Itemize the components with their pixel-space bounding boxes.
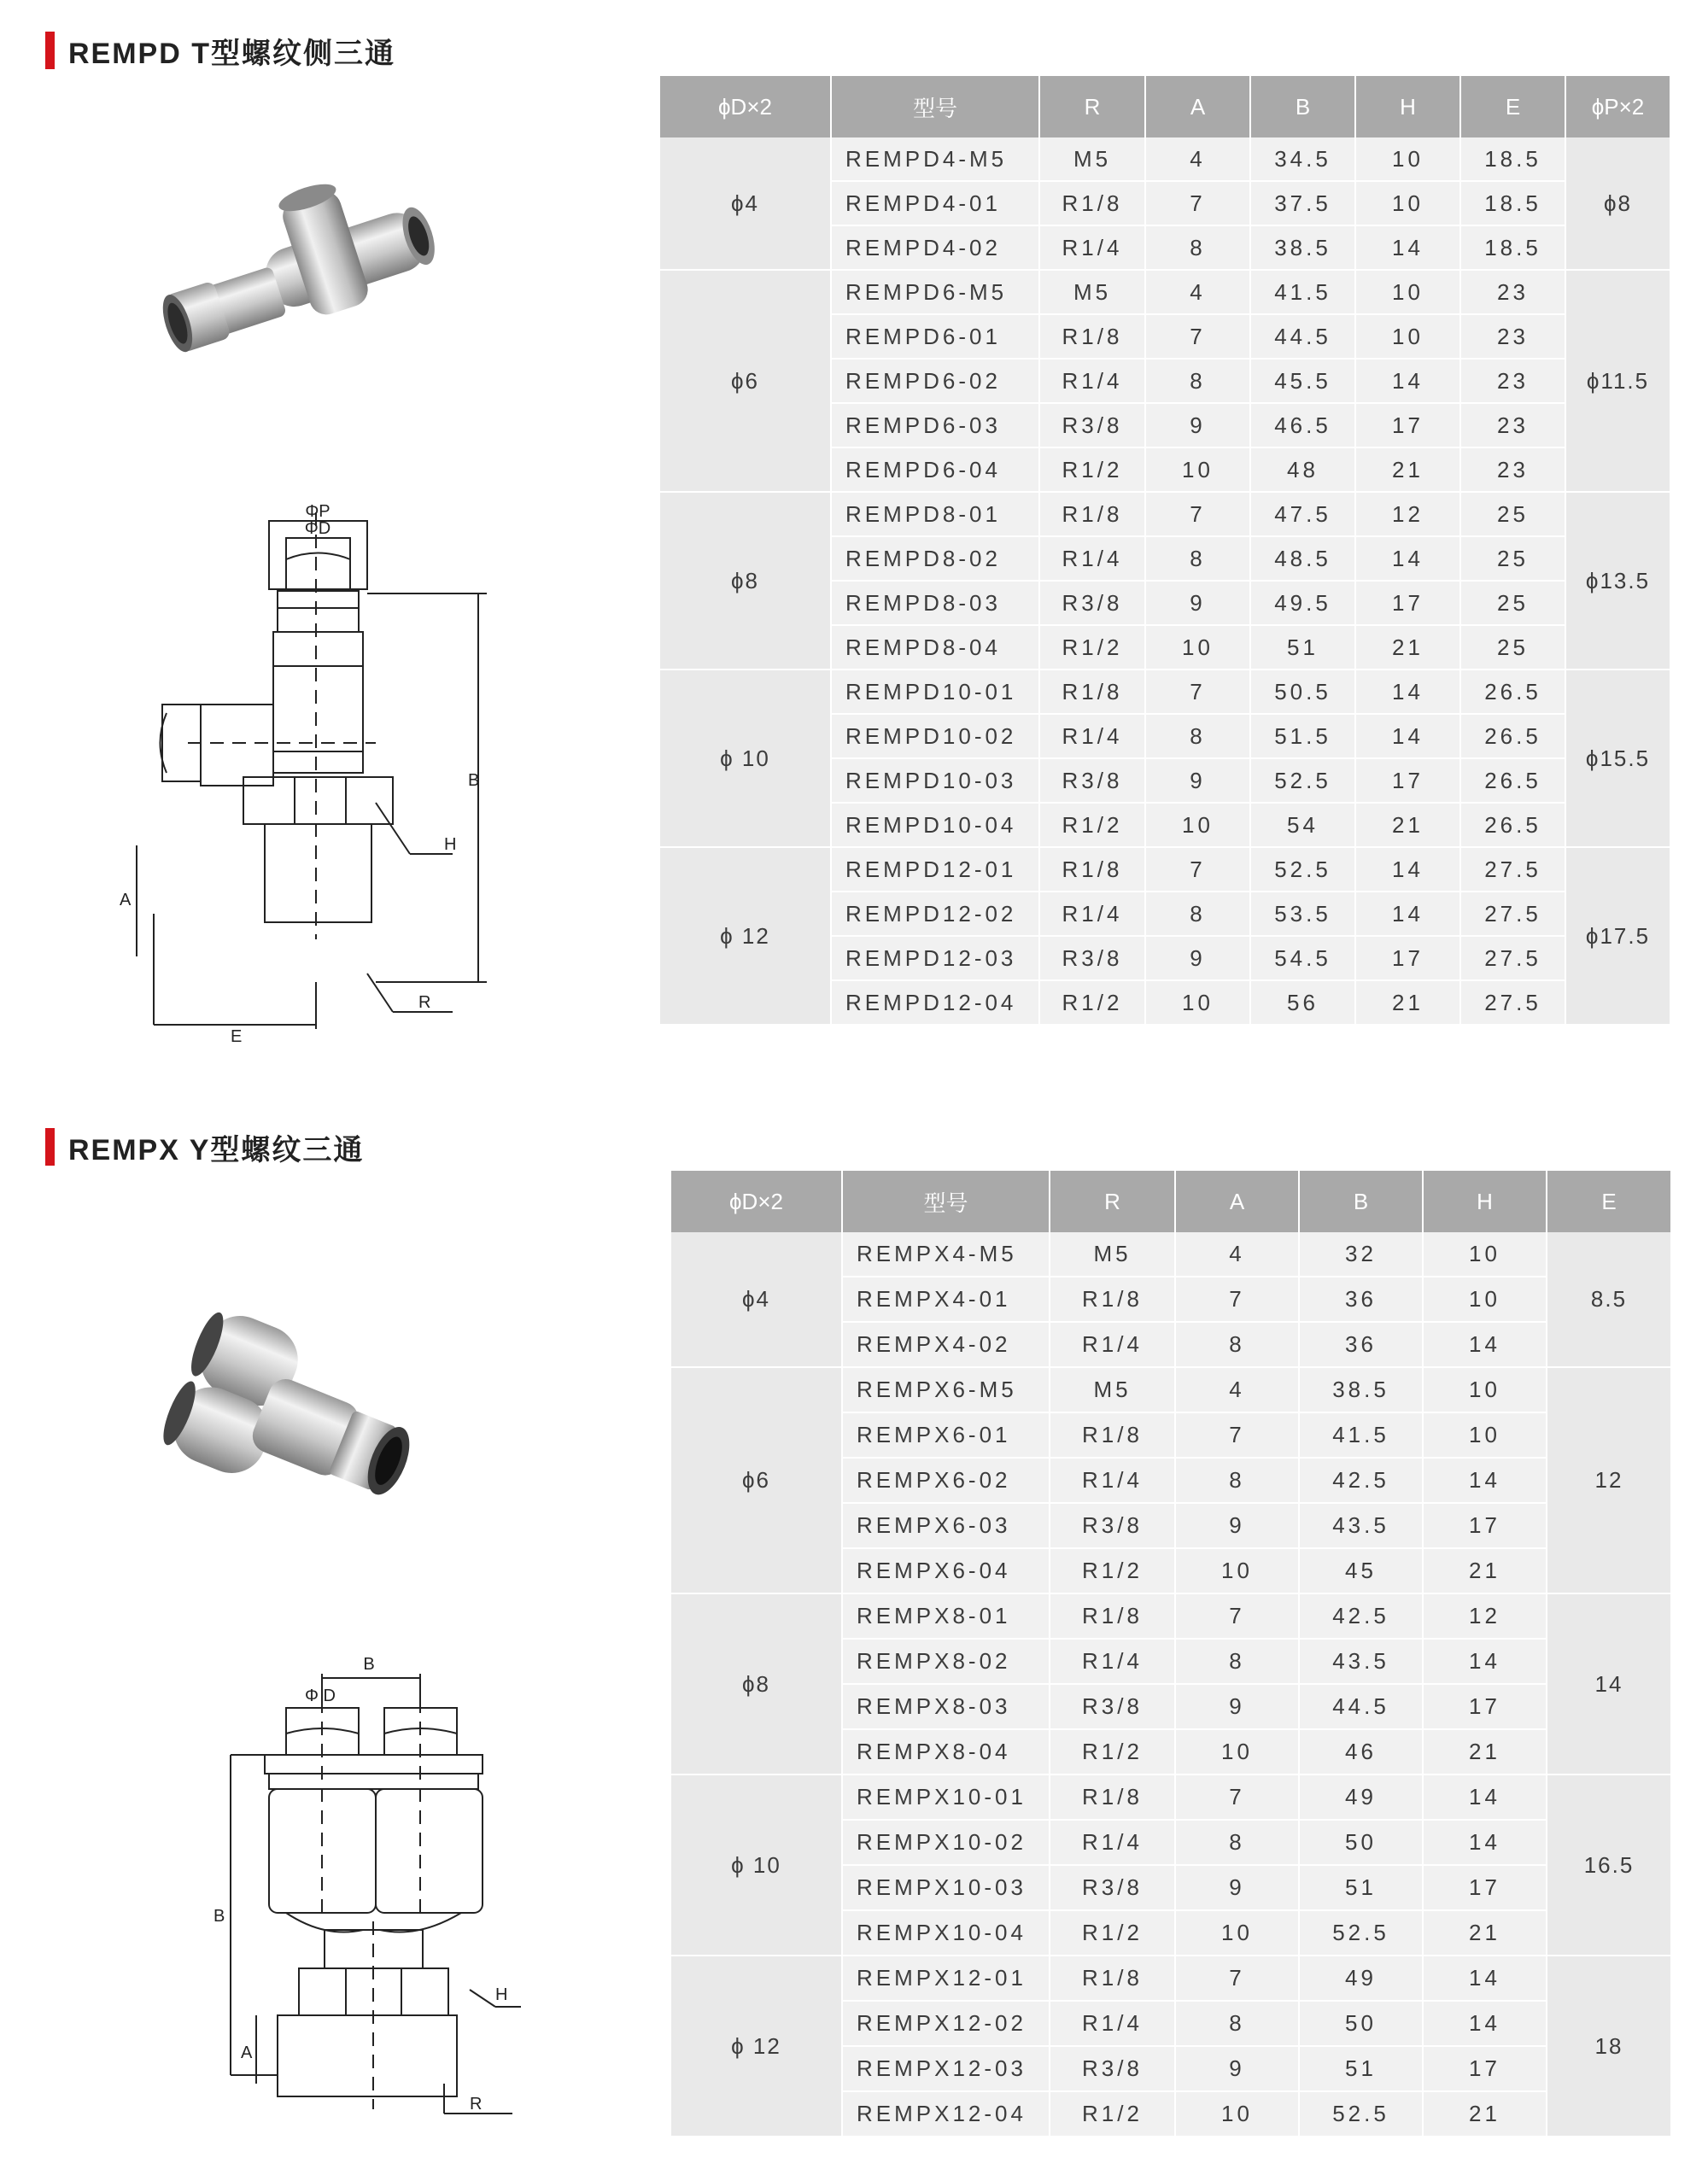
diameter-cell: ϕ8	[671, 1593, 842, 1774]
e-cell: 23	[1460, 447, 1565, 492]
e-cell: 23	[1460, 359, 1565, 403]
title-accent-bar	[45, 1128, 55, 1166]
r-cell: R1/2	[1039, 447, 1145, 492]
model-cell: REMPD8-02	[831, 536, 1039, 581]
a-cell: 9	[1175, 2046, 1299, 2091]
h-cell: 14	[1355, 359, 1460, 403]
model-cell: REMPD6-04	[831, 447, 1039, 492]
r-cell: R3/8	[1050, 2046, 1175, 2091]
table-row	[660, 669, 1670, 714]
model-cell: REMPX8-03	[842, 1684, 1050, 1729]
a-cell: 10	[1175, 1548, 1299, 1593]
b-cell: 48	[1250, 447, 1355, 492]
b-cell: 43.5	[1299, 1503, 1423, 1548]
a-cell: 9	[1145, 403, 1250, 447]
diameter-cell: ϕ 12	[671, 1956, 842, 2137]
b-cell: 42.5	[1299, 1593, 1423, 1639]
r-cell: R3/8	[1039, 936, 1145, 980]
e-cell: 12	[1547, 1367, 1670, 1593]
section-title-rempd	[45, 32, 395, 69]
h-cell: 14	[1355, 669, 1460, 714]
r-cell: R1/2	[1050, 1910, 1175, 1956]
model-cell: REMPX12-03	[842, 2046, 1050, 2091]
e-cell: 18.5	[1460, 137, 1565, 181]
column-header: 型号	[842, 1171, 1050, 1232]
h-cell: 21	[1423, 1548, 1547, 1593]
column-header: B	[1250, 76, 1355, 137]
model-cell: REMPD12-02	[831, 892, 1039, 936]
model-cell: REMPX6-01	[842, 1412, 1050, 1458]
dim-label-a: A	[120, 891, 132, 909]
b-cell: 44.5	[1299, 1684, 1423, 1729]
model-cell: REMPX6-M5	[842, 1367, 1050, 1412]
model-cell: REMPX6-04	[842, 1548, 1050, 1593]
model-cell: REMPD6-02	[831, 359, 1039, 403]
column-header: A	[1145, 76, 1250, 137]
a-cell: 8	[1145, 225, 1250, 270]
b-cell: 50.5	[1250, 669, 1355, 714]
h-cell: 14	[1355, 847, 1460, 892]
column-header: ϕD×2	[671, 1171, 842, 1232]
r-cell: R1/2	[1039, 980, 1145, 1025]
table-row	[660, 137, 1670, 181]
b-cell: 51.5	[1250, 714, 1355, 758]
b-cell: 34.5	[1250, 137, 1355, 181]
h-cell: 12	[1423, 1593, 1547, 1639]
a-cell: 7	[1145, 847, 1250, 892]
product-photo-rempx	[128, 1307, 453, 1554]
a-cell: 10	[1145, 625, 1250, 669]
h-cell: 10	[1423, 1412, 1547, 1458]
h-cell: 10	[1423, 1232, 1547, 1277]
table-row	[671, 1774, 1670, 1820]
spec-table-rempd	[660, 76, 1670, 1026]
b-cell: 52.5	[1250, 758, 1355, 803]
model-cell: REMPD10-04	[831, 803, 1039, 847]
a-cell: 9	[1175, 1865, 1299, 1910]
a-cell: 10	[1145, 803, 1250, 847]
r-cell: R1/8	[1039, 492, 1145, 536]
model-cell: REMPX6-02	[842, 1458, 1050, 1503]
a-cell: 4	[1145, 137, 1250, 181]
r-cell: R1/2	[1050, 1548, 1175, 1593]
model-cell: REMPX6-03	[842, 1503, 1050, 1548]
section-title-text: REMPD T型螺纹侧三通	[68, 37, 395, 70]
h-cell: 10	[1355, 270, 1460, 314]
r-cell: R1/8	[1039, 669, 1145, 714]
h-cell: 21	[1423, 1729, 1547, 1774]
h-cell: 14	[1423, 2001, 1547, 2046]
e-cell: 26.5	[1460, 714, 1565, 758]
a-cell: 8	[1175, 1322, 1299, 1367]
a-cell: 7	[1175, 1593, 1299, 1639]
h-cell: 10	[1423, 1277, 1547, 1322]
r-cell: M5	[1050, 1232, 1175, 1277]
diameter-cell: ϕ6	[671, 1367, 842, 1593]
h-cell: 14	[1423, 1639, 1547, 1684]
b-cell: 56	[1250, 980, 1355, 1025]
b-cell: 51	[1250, 625, 1355, 669]
dim-label-e: E	[231, 1027, 243, 1042]
r-cell: R1/4	[1039, 892, 1145, 936]
diameter-cell: ϕ8	[660, 492, 831, 669]
p-diameter-cell: ϕ15.5	[1565, 669, 1670, 847]
r-cell: R3/8	[1050, 1684, 1175, 1729]
b-cell: 46.5	[1250, 403, 1355, 447]
section-title-rempx	[45, 1128, 364, 1166]
table-row	[671, 1232, 1670, 1277]
b-cell: 41.5	[1299, 1412, 1423, 1458]
b-cell: 32	[1299, 1232, 1423, 1277]
p-diameter-cell: ϕ11.5	[1565, 270, 1670, 492]
e-cell: 8.5	[1547, 1232, 1670, 1367]
model-cell: REMPD4-M5	[831, 137, 1039, 181]
p-diameter-cell: ϕ13.5	[1565, 492, 1670, 669]
b-cell: 45.5	[1250, 359, 1355, 403]
e-cell: 18.5	[1460, 181, 1565, 225]
model-cell: REMPD4-02	[831, 225, 1039, 270]
r-cell: R1/2	[1039, 803, 1145, 847]
dim-label-h: H	[495, 1985, 508, 2004]
r-cell: R1/4	[1050, 1639, 1175, 1684]
b-cell: 37.5	[1250, 181, 1355, 225]
model-cell: REMPX10-04	[842, 1910, 1050, 1956]
model-cell: REMPD8-04	[831, 625, 1039, 669]
b-cell: 38.5	[1299, 1367, 1423, 1412]
h-cell: 14	[1423, 1458, 1547, 1503]
h-cell: 21	[1423, 1910, 1547, 1956]
b-cell: 54	[1250, 803, 1355, 847]
h-cell: 14	[1355, 714, 1460, 758]
table-row	[660, 847, 1670, 892]
r-cell: R1/8	[1050, 1277, 1175, 1322]
r-cell: M5	[1039, 137, 1145, 181]
b-cell: 52.5	[1250, 847, 1355, 892]
r-cell: R1/8	[1039, 181, 1145, 225]
a-cell: 4	[1175, 1232, 1299, 1277]
e-cell: 23	[1460, 403, 1565, 447]
table-row	[671, 1367, 1670, 1412]
a-cell: 10	[1145, 980, 1250, 1025]
column-header: R	[1050, 1171, 1175, 1232]
h-cell: 10	[1355, 137, 1460, 181]
diameter-cell: ϕ4	[660, 137, 831, 270]
column-header: R	[1039, 76, 1145, 137]
column-header: ϕD×2	[660, 76, 831, 137]
model-cell: REMPX4-01	[842, 1277, 1050, 1322]
diameter-cell: ϕ 12	[660, 847, 831, 1025]
table-row	[660, 492, 1670, 536]
h-cell: 17	[1355, 403, 1460, 447]
b-cell: 50	[1299, 2001, 1423, 2046]
r-cell: R3/8	[1050, 1503, 1175, 1548]
dim-label-r: R	[470, 2095, 483, 2114]
a-cell: 9	[1145, 581, 1250, 625]
p-diameter-cell: ϕ8	[1565, 137, 1670, 270]
section-title-text: REMPX Y型螺纹三通	[68, 1133, 365, 1166]
h-cell: 14	[1423, 1322, 1547, 1367]
model-cell: REMPX10-03	[842, 1865, 1050, 1910]
a-cell: 8	[1175, 1820, 1299, 1865]
e-cell: 18.5	[1460, 225, 1565, 270]
r-cell: R1/4	[1039, 359, 1145, 403]
model-cell: REMPD8-01	[831, 492, 1039, 536]
dim-label-a: A	[241, 2043, 253, 2062]
column-header: H	[1423, 1171, 1547, 1232]
b-cell: 41.5	[1250, 270, 1355, 314]
technical-drawing-rempx	[205, 1648, 529, 2126]
column-header: 型号	[831, 76, 1039, 137]
dim-label-b-height: B	[214, 1907, 225, 1926]
h-cell: 17	[1355, 758, 1460, 803]
diameter-cell: ϕ 10	[671, 1774, 842, 1956]
a-cell: 7	[1145, 669, 1250, 714]
column-header: B	[1299, 1171, 1423, 1232]
e-cell: 14	[1547, 1593, 1670, 1774]
a-cell: 4	[1175, 1367, 1299, 1412]
e-cell: 27.5	[1460, 892, 1565, 936]
r-cell: M5	[1039, 270, 1145, 314]
h-cell: 14	[1423, 1774, 1547, 1820]
model-cell: REMPD12-01	[831, 847, 1039, 892]
dim-label-d: Φ D	[305, 1687, 336, 1705]
column-header: E	[1460, 76, 1565, 137]
r-cell: R1/4	[1050, 1322, 1175, 1367]
a-cell: 7	[1175, 1774, 1299, 1820]
e-cell: 27.5	[1460, 847, 1565, 892]
h-cell: 17	[1423, 1865, 1547, 1910]
model-cell: REMPD6-01	[831, 314, 1039, 359]
h-cell: 21	[1355, 980, 1460, 1025]
r-cell: R1/8	[1039, 314, 1145, 359]
product-photo-rempd	[145, 184, 470, 406]
r-cell: R1/2	[1050, 1729, 1175, 1774]
h-cell: 17	[1355, 936, 1460, 980]
a-cell: 4	[1145, 270, 1250, 314]
a-cell: 9	[1145, 758, 1250, 803]
dim-label-b: B	[468, 771, 480, 790]
e-cell: 25	[1460, 536, 1565, 581]
e-cell: 23	[1460, 314, 1565, 359]
e-cell: 26.5	[1460, 669, 1565, 714]
e-cell: 27.5	[1460, 980, 1565, 1025]
table-row	[671, 1956, 1670, 2001]
r-cell: R1/8	[1050, 1956, 1175, 2001]
model-cell: REMPD10-02	[831, 714, 1039, 758]
a-cell: 7	[1145, 181, 1250, 225]
a-cell: 8	[1175, 1639, 1299, 1684]
h-cell: 17	[1423, 1684, 1547, 1729]
r-cell: R1/2	[1039, 625, 1145, 669]
r-cell: R1/2	[1050, 2091, 1175, 2137]
e-cell: 26.5	[1460, 803, 1565, 847]
h-cell: 10	[1423, 1367, 1547, 1412]
b-cell: 51	[1299, 2046, 1423, 2091]
b-cell: 50	[1299, 1820, 1423, 1865]
b-cell: 52.5	[1299, 2091, 1423, 2137]
h-cell: 21	[1355, 447, 1460, 492]
model-cell: REMPD10-01	[831, 669, 1039, 714]
dim-label-b: B	[363, 1655, 375, 1674]
r-cell: R1/4	[1050, 1458, 1175, 1503]
h-cell: 21	[1423, 2091, 1547, 2137]
r-cell: R1/4	[1039, 225, 1145, 270]
h-cell: 21	[1355, 625, 1460, 669]
a-cell: 8	[1145, 359, 1250, 403]
p-diameter-cell: ϕ17.5	[1565, 847, 1670, 1025]
h-cell: 10	[1355, 181, 1460, 225]
b-cell: 42.5	[1299, 1458, 1423, 1503]
r-cell: R3/8	[1039, 758, 1145, 803]
h-cell: 10	[1355, 314, 1460, 359]
table-row	[660, 270, 1670, 314]
technical-drawing-rempd	[120, 495, 495, 1042]
r-cell: R1/4	[1050, 2001, 1175, 2046]
model-cell: REMPD4-01	[831, 181, 1039, 225]
diameter-cell: ϕ4	[671, 1232, 842, 1367]
b-cell: 36	[1299, 1322, 1423, 1367]
a-cell: 7	[1145, 492, 1250, 536]
r-cell: R1/8	[1050, 1412, 1175, 1458]
model-cell: REMPX4-M5	[842, 1232, 1050, 1277]
model-cell: REMPX10-01	[842, 1774, 1050, 1820]
column-header: H	[1355, 76, 1460, 137]
b-cell: 44.5	[1250, 314, 1355, 359]
b-cell: 43.5	[1299, 1639, 1423, 1684]
e-cell: 23	[1460, 270, 1565, 314]
e-cell: 25	[1460, 581, 1565, 625]
a-cell: 8	[1175, 2001, 1299, 2046]
r-cell: R3/8	[1039, 403, 1145, 447]
r-cell: M5	[1050, 1367, 1175, 1412]
h-cell: 21	[1355, 803, 1460, 847]
b-cell: 54.5	[1250, 936, 1355, 980]
diameter-cell: ϕ 10	[660, 669, 831, 847]
table-row	[671, 1593, 1670, 1639]
b-cell: 36	[1299, 1277, 1423, 1322]
e-cell: 25	[1460, 625, 1565, 669]
column-header: ϕP×2	[1565, 76, 1670, 137]
h-cell: 17	[1355, 581, 1460, 625]
b-cell: 49.5	[1250, 581, 1355, 625]
model-cell: REMPX10-02	[842, 1820, 1050, 1865]
a-cell: 9	[1175, 1684, 1299, 1729]
column-header: A	[1175, 1171, 1299, 1232]
e-cell: 16.5	[1547, 1774, 1670, 1956]
r-cell: R1/8	[1050, 1593, 1175, 1639]
a-cell: 7	[1175, 1956, 1299, 2001]
a-cell: 9	[1145, 936, 1250, 980]
b-cell: 53.5	[1250, 892, 1355, 936]
a-cell: 8	[1175, 1458, 1299, 1503]
model-cell: REMPD6-03	[831, 403, 1039, 447]
model-cell: REMPX4-02	[842, 1322, 1050, 1367]
model-cell: REMPX12-01	[842, 1956, 1050, 2001]
model-cell: REMPD10-03	[831, 758, 1039, 803]
e-cell: 27.5	[1460, 936, 1565, 980]
e-cell: 26.5	[1460, 758, 1565, 803]
a-cell: 7	[1145, 314, 1250, 359]
b-cell: 47.5	[1250, 492, 1355, 536]
a-cell: 10	[1175, 1910, 1299, 1956]
a-cell: 7	[1175, 1277, 1299, 1322]
a-cell: 8	[1145, 892, 1250, 936]
dim-label-d: ΦD	[304, 519, 331, 538]
r-cell: R3/8	[1039, 581, 1145, 625]
b-cell: 52.5	[1299, 1910, 1423, 1956]
b-cell: 48.5	[1250, 536, 1355, 581]
h-cell: 14	[1355, 892, 1460, 936]
r-cell: R1/4	[1050, 1820, 1175, 1865]
b-cell: 51	[1299, 1865, 1423, 1910]
model-cell: REMPD6-M5	[831, 270, 1039, 314]
column-header: E	[1547, 1171, 1670, 1232]
e-cell: 18	[1547, 1956, 1670, 2137]
a-cell: 8	[1145, 714, 1250, 758]
h-cell: 12	[1355, 492, 1460, 536]
model-cell: REMPX8-02	[842, 1639, 1050, 1684]
model-cell: REMPX12-04	[842, 2091, 1050, 2137]
spec-table-rempx	[671, 1171, 1670, 2137]
h-cell: 17	[1423, 1503, 1547, 1548]
model-cell: REMPX8-04	[842, 1729, 1050, 1774]
model-cell: REMPD8-03	[831, 581, 1039, 625]
r-cell: R1/8	[1039, 847, 1145, 892]
a-cell: 10	[1145, 447, 1250, 492]
r-cell: R1/4	[1039, 536, 1145, 581]
a-cell: 8	[1145, 536, 1250, 581]
dim-label-p: ΦP	[305, 502, 330, 521]
title-accent-bar	[45, 32, 55, 69]
a-cell: 7	[1175, 1412, 1299, 1458]
dim-label-r: R	[418, 993, 431, 1012]
h-cell: 14	[1423, 1956, 1547, 2001]
model-cell: REMPD12-04	[831, 980, 1039, 1025]
e-cell: 25	[1460, 492, 1565, 536]
r-cell: R1/8	[1050, 1774, 1175, 1820]
b-cell: 46	[1299, 1729, 1423, 1774]
h-cell: 14	[1355, 225, 1460, 270]
a-cell: 9	[1175, 1503, 1299, 1548]
h-cell: 17	[1423, 2046, 1547, 2091]
h-cell: 14	[1423, 1820, 1547, 1865]
b-cell: 38.5	[1250, 225, 1355, 270]
b-cell: 45	[1299, 1548, 1423, 1593]
model-cell: REMPD12-03	[831, 936, 1039, 980]
a-cell: 10	[1175, 1729, 1299, 1774]
b-cell: 49	[1299, 1956, 1423, 2001]
h-cell: 14	[1355, 536, 1460, 581]
model-cell: REMPX12-02	[842, 2001, 1050, 2046]
dim-label-h: H	[444, 835, 457, 854]
r-cell: R1/4	[1039, 714, 1145, 758]
diameter-cell: ϕ6	[660, 270, 831, 492]
a-cell: 10	[1175, 2091, 1299, 2137]
r-cell: R3/8	[1050, 1865, 1175, 1910]
b-cell: 49	[1299, 1774, 1423, 1820]
model-cell: REMPX8-01	[842, 1593, 1050, 1639]
